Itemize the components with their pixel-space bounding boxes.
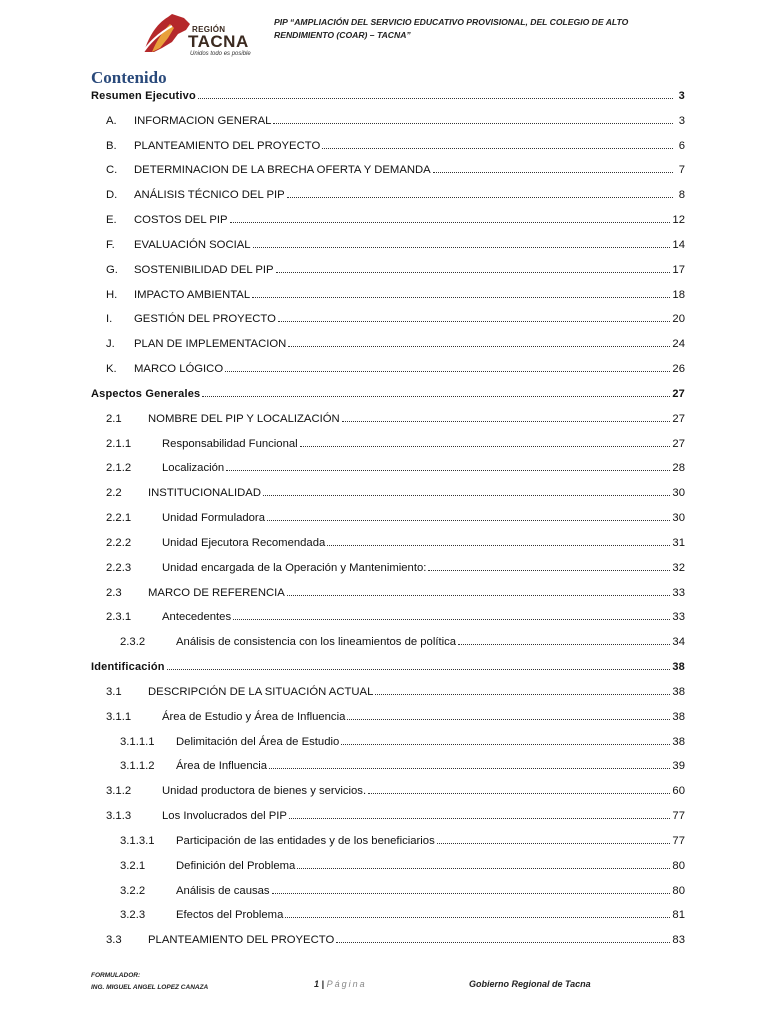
footer-page-number <box>314 979 367 989</box>
toc-entry[interactable] <box>120 860 685 872</box>
toc-entry[interactable] <box>120 885 685 897</box>
toc-entry-number: 2.1.1 <box>106 437 132 450</box>
toc-entry[interactable] <box>106 140 685 152</box>
toc-entry-number: 3.1.1.1 <box>120 735 155 748</box>
footer-formulator <box>91 970 208 994</box>
toc-entry[interactable] <box>106 363 685 375</box>
toc-entry[interactable] <box>106 313 685 325</box>
toc-dot-leader <box>273 123 673 124</box>
toc-entry-page: 60 <box>672 785 685 798</box>
toc-entry-label: Identificación <box>91 661 165 674</box>
footer-organization: Gobierno Regional de Tacna <box>469 979 591 989</box>
toc-entry-number: H. <box>106 288 118 301</box>
toc-entry-label: Análisis de consistencia con los lineamientos de política <box>176 636 457 649</box>
toc-dot-leader <box>433 172 673 173</box>
toc-entry[interactable] <box>106 164 685 176</box>
toc-entry-label: Participación de las entidades y de los beneficiarios <box>176 834 435 847</box>
toc-entry-number: 3.1.1.2 <box>120 760 155 773</box>
toc-dot-leader <box>437 843 671 844</box>
toc-entry-page: 38 <box>672 685 685 698</box>
toc-entry-page: 3 <box>678 114 685 127</box>
toc-dot-leader <box>267 520 670 521</box>
toc-dot-leader <box>285 917 670 918</box>
toc-dot-leader <box>289 818 670 819</box>
toc-entry[interactable] <box>106 289 685 301</box>
toc-entry-page: 80 <box>672 884 685 897</box>
toc-entry-number: K. <box>106 363 117 376</box>
toc-entry-label: IMPACTO AMBIENTAL <box>134 288 251 301</box>
toc-entry-page: 17 <box>672 263 685 276</box>
toc-entry-label: INSTITUCIONALIDAD <box>148 487 261 500</box>
toc-entry-page: 33 <box>672 586 685 599</box>
toc-entry-label: MARCO LÓGICO <box>134 363 224 376</box>
page-word: Página <box>326 979 367 989</box>
toc-entry-page: 34 <box>672 636 685 649</box>
toc-dot-leader <box>341 744 670 745</box>
toc-entry[interactable] <box>106 462 685 474</box>
toc-entry[interactable] <box>106 785 685 797</box>
page-number: 1 <box>314 979 320 989</box>
toc-entry-number: 3.2.1 <box>120 859 146 872</box>
toc-entry[interactable] <box>106 338 685 350</box>
toc-entry[interactable] <box>106 562 685 574</box>
toc-dot-leader <box>336 942 670 943</box>
toc-entry-label: ANÁLISIS TÉCNICO DEL PIP <box>134 189 285 202</box>
toc-dot-leader <box>202 396 670 397</box>
toc-entry[interactable] <box>106 239 685 251</box>
toc-entry-label: NOMBRE DEL PIP Y LOCALIZACIÓN <box>148 412 340 425</box>
toc-entry-number: 3.3 <box>106 934 122 947</box>
toc-entry-page: 30 <box>672 487 685 500</box>
toc-entry-page: 12 <box>672 214 685 227</box>
toc-entry-number: F. <box>106 238 115 251</box>
toc-entry-number: I. <box>106 313 113 326</box>
toc-entry-page: 77 <box>672 810 685 823</box>
toc-dot-leader <box>225 371 670 372</box>
toc-entry-page: 14 <box>672 238 685 251</box>
page-footer <box>0 965 768 1005</box>
formulator-label: FORMULADOR: <box>91 972 141 979</box>
toc-dot-leader <box>300 446 671 447</box>
toc-entry-label: Unidad productora de bienes y servicios. <box>162 785 367 798</box>
toc-dot-leader <box>375 694 670 695</box>
toc-entry-page: 20 <box>672 313 685 326</box>
toc-entry-label: Unidad Formuladora <box>162 512 265 525</box>
toc-dot-leader <box>288 346 670 347</box>
toc-entry[interactable] <box>106 214 685 226</box>
toc-entry-page: 33 <box>672 611 685 624</box>
toc-entry-number: E. <box>106 214 117 227</box>
toc-entry-page: 24 <box>672 338 685 351</box>
toc-entry-number: 3.1 <box>106 685 122 698</box>
toc-entry-label: Los Involucrados del PIP <box>162 810 287 823</box>
toc-entry[interactable] <box>106 264 685 276</box>
logo-tacna-text: TACNA <box>188 32 249 51</box>
logo-tagline: Unidos todo es posible <box>190 51 251 57</box>
toc-entry[interactable] <box>106 587 685 599</box>
toc-dot-leader <box>327 545 670 546</box>
toc-entry-number: 3.2.2 <box>120 884 146 897</box>
toc-dot-leader <box>322 148 673 149</box>
toc-entry-number: 2.2.1 <box>106 512 132 525</box>
toc-entry-label: Resumen Ejecutivo <box>91 90 196 102</box>
toc-entry-number: 3.1.2 <box>106 785 132 798</box>
toc-entry-number: G. <box>106 263 118 276</box>
toc-entry-label: Antecedentes <box>162 611 232 624</box>
toc-entry[interactable] <box>106 810 685 822</box>
toc-entry-label: DETERMINACION DE LA BRECHA OFERTA Y DEMANDA <box>134 164 431 177</box>
toc-dot-leader <box>278 321 671 322</box>
toc-entry-label: MARCO DE REFERENCIA <box>148 586 285 599</box>
toc-entry-page: 18 <box>672 288 685 301</box>
toc-entry-label: Unidad encargada de la Operación y Mantenimiento: <box>162 561 427 574</box>
toc-entry-label: Aspectos Generales <box>91 387 201 400</box>
toc-entry[interactable] <box>91 661 685 673</box>
toc-entry-number: 3.1.3 <box>106 810 132 823</box>
toc-entry-number: 2.2.2 <box>106 536 132 549</box>
toc-entry-label: DESCRIPCIÓN DE LA SITUACIÓN ACTUAL <box>148 685 374 698</box>
toc-entry-label: Responsabilidad Funcional <box>162 437 298 450</box>
formulator-name: ING. MIGUEL ANGEL LOPEZ CANAZA <box>91 984 209 991</box>
toc-entry[interactable] <box>106 115 685 127</box>
toc-entry-label: EVALUACIÓN SOCIAL <box>134 238 251 251</box>
page-header <box>0 0 768 64</box>
toc-dot-leader <box>428 570 670 571</box>
toc-entry-label: Delimitación del Área de Estudio <box>176 735 340 748</box>
toc-entry-page: 38 <box>672 710 685 723</box>
toc-entry-label: Localización <box>162 462 225 475</box>
toc-entry-number: 3.2.3 <box>120 909 146 922</box>
toc-entry-number: D. <box>106 189 118 202</box>
toc-dot-leader <box>287 197 673 198</box>
toc-dot-leader <box>253 247 671 248</box>
toc-entry[interactable] <box>91 388 685 400</box>
toc-dot-leader <box>272 893 671 894</box>
toc-entry-number: 2.3.2 <box>120 636 146 649</box>
toc-entry-page: 27 <box>672 437 685 450</box>
toc-dot-leader <box>287 595 671 596</box>
toc-entry-label: Área de Influencia <box>176 760 268 773</box>
toc-entry-label: Unidad Ejecutora Recomendada <box>162 536 326 549</box>
toc-entry-label: Área de Estudio y Área de Influencia <box>162 710 346 723</box>
toc-dot-leader <box>263 495 670 496</box>
toc-entry-number: 2.3.1 <box>106 611 132 624</box>
toc-entry-page: 32 <box>672 561 685 574</box>
toc-entry-page: 81 <box>672 909 685 922</box>
toc-dot-leader <box>342 421 671 422</box>
toc-entry[interactable] <box>120 909 685 921</box>
toc-entry-page: 26 <box>672 363 685 376</box>
toc-entry[interactable] <box>106 934 685 946</box>
toc-entry-number: 2.2.3 <box>106 561 132 574</box>
toc-entry[interactable] <box>120 760 685 772</box>
toc-dot-leader <box>226 470 670 471</box>
toc-entry[interactable] <box>106 537 685 549</box>
toc-entry[interactable] <box>106 611 685 623</box>
toc-entry-label: GESTIÓN DEL PROYECTO <box>134 313 276 326</box>
toc-entry[interactable] <box>120 636 685 648</box>
toc-entry-page: 38 <box>672 735 685 748</box>
toc-entry-number: J. <box>106 338 115 351</box>
toc-entry[interactable] <box>91 90 685 102</box>
toc-entry-page: 38 <box>672 661 685 674</box>
toc-entry[interactable] <box>106 189 685 201</box>
toc-entry-label: PLANTEAMIENTO DEL PROYECTO <box>148 934 335 947</box>
toc-entry-page: 83 <box>672 934 685 947</box>
toc-entry-label: SOSTENIBILIDAD DEL PIP <box>134 263 274 276</box>
toc-entry[interactable] <box>106 711 685 723</box>
toc-entry-number: 3.1.3.1 <box>120 834 155 847</box>
toc-entry-number: C. <box>106 164 118 177</box>
toc-dot-leader <box>198 98 673 99</box>
toc-entry-page: 27 <box>672 412 685 425</box>
toc-entry-page: 28 <box>672 462 685 475</box>
toc-entry-number: B. <box>106 139 117 152</box>
toc-dot-leader <box>252 297 670 298</box>
toc-entry-label: Análisis de causas <box>176 884 270 897</box>
toc-entry-page: 30 <box>672 512 685 525</box>
toc-entry-page: 7 <box>678 164 685 177</box>
toc-entry-label: PLANTEAMIENTO DEL PROYECTO <box>134 139 321 152</box>
page-separator: | <box>321 979 325 989</box>
toc-entry-page: 8 <box>678 189 685 202</box>
toc-entry-page: 77 <box>672 834 685 847</box>
toc-entry-label: Definición del Problema <box>176 859 296 872</box>
toc-entry[interactable] <box>106 686 685 698</box>
toc-dot-leader <box>230 222 671 223</box>
toc-entry-page: 27 <box>672 387 685 400</box>
toc-entry[interactable] <box>106 487 685 499</box>
toc-entry-number: 2.2 <box>106 487 122 500</box>
toc-entry-number: A. <box>106 114 117 127</box>
toc-dot-leader <box>368 793 670 794</box>
toc-entry-number: 2.3 <box>106 586 122 599</box>
toc-entry[interactable] <box>120 835 685 847</box>
toc-entry-number: 2.1.2 <box>106 462 132 475</box>
toc-entry-page: 3 <box>678 90 685 102</box>
toc-dot-leader <box>269 768 670 769</box>
toc-dot-leader <box>233 619 670 620</box>
contents-heading: Contenido <box>91 68 167 87</box>
toc-entry-number: 3.1.1 <box>106 710 132 723</box>
toc-dot-leader <box>167 669 671 670</box>
toc-entry-page: 39 <box>672 760 685 773</box>
toc-entry-page: 80 <box>672 859 685 872</box>
logo-region-text: REGIÓN <box>192 25 226 34</box>
project-title: PIP “AMPLIACIÓN DEL SERVICIO EDUCATIVO PROVISIONAL, DEL COLEGIO DE ALTO RENDIMIENTO (COAR) – TACNA” <box>274 17 629 40</box>
toc-entry[interactable] <box>106 413 685 425</box>
toc-entry[interactable] <box>106 512 685 524</box>
toc-entry-label: Efectos del Problema <box>176 909 284 922</box>
toc-entry-label: INFORMACION GENERAL <box>134 114 272 127</box>
region-tacna-logo <box>138 12 256 56</box>
toc-entry[interactable] <box>106 438 685 450</box>
toc-dot-leader <box>276 272 671 273</box>
toc-entry-number: 2.1 <box>106 412 122 425</box>
toc-entry-page: 6 <box>678 139 685 152</box>
toc-entry-label: COSTOS DEL PIP <box>134 214 228 227</box>
toc-dot-leader <box>347 719 670 720</box>
toc-dot-leader <box>297 868 670 869</box>
toc-entry[interactable] <box>120 736 685 748</box>
toc-entry-label: PLAN DE IMPLEMENTACION <box>134 338 287 351</box>
toc-dot-leader <box>458 644 670 645</box>
toc-entry-page: 31 <box>672 536 685 549</box>
